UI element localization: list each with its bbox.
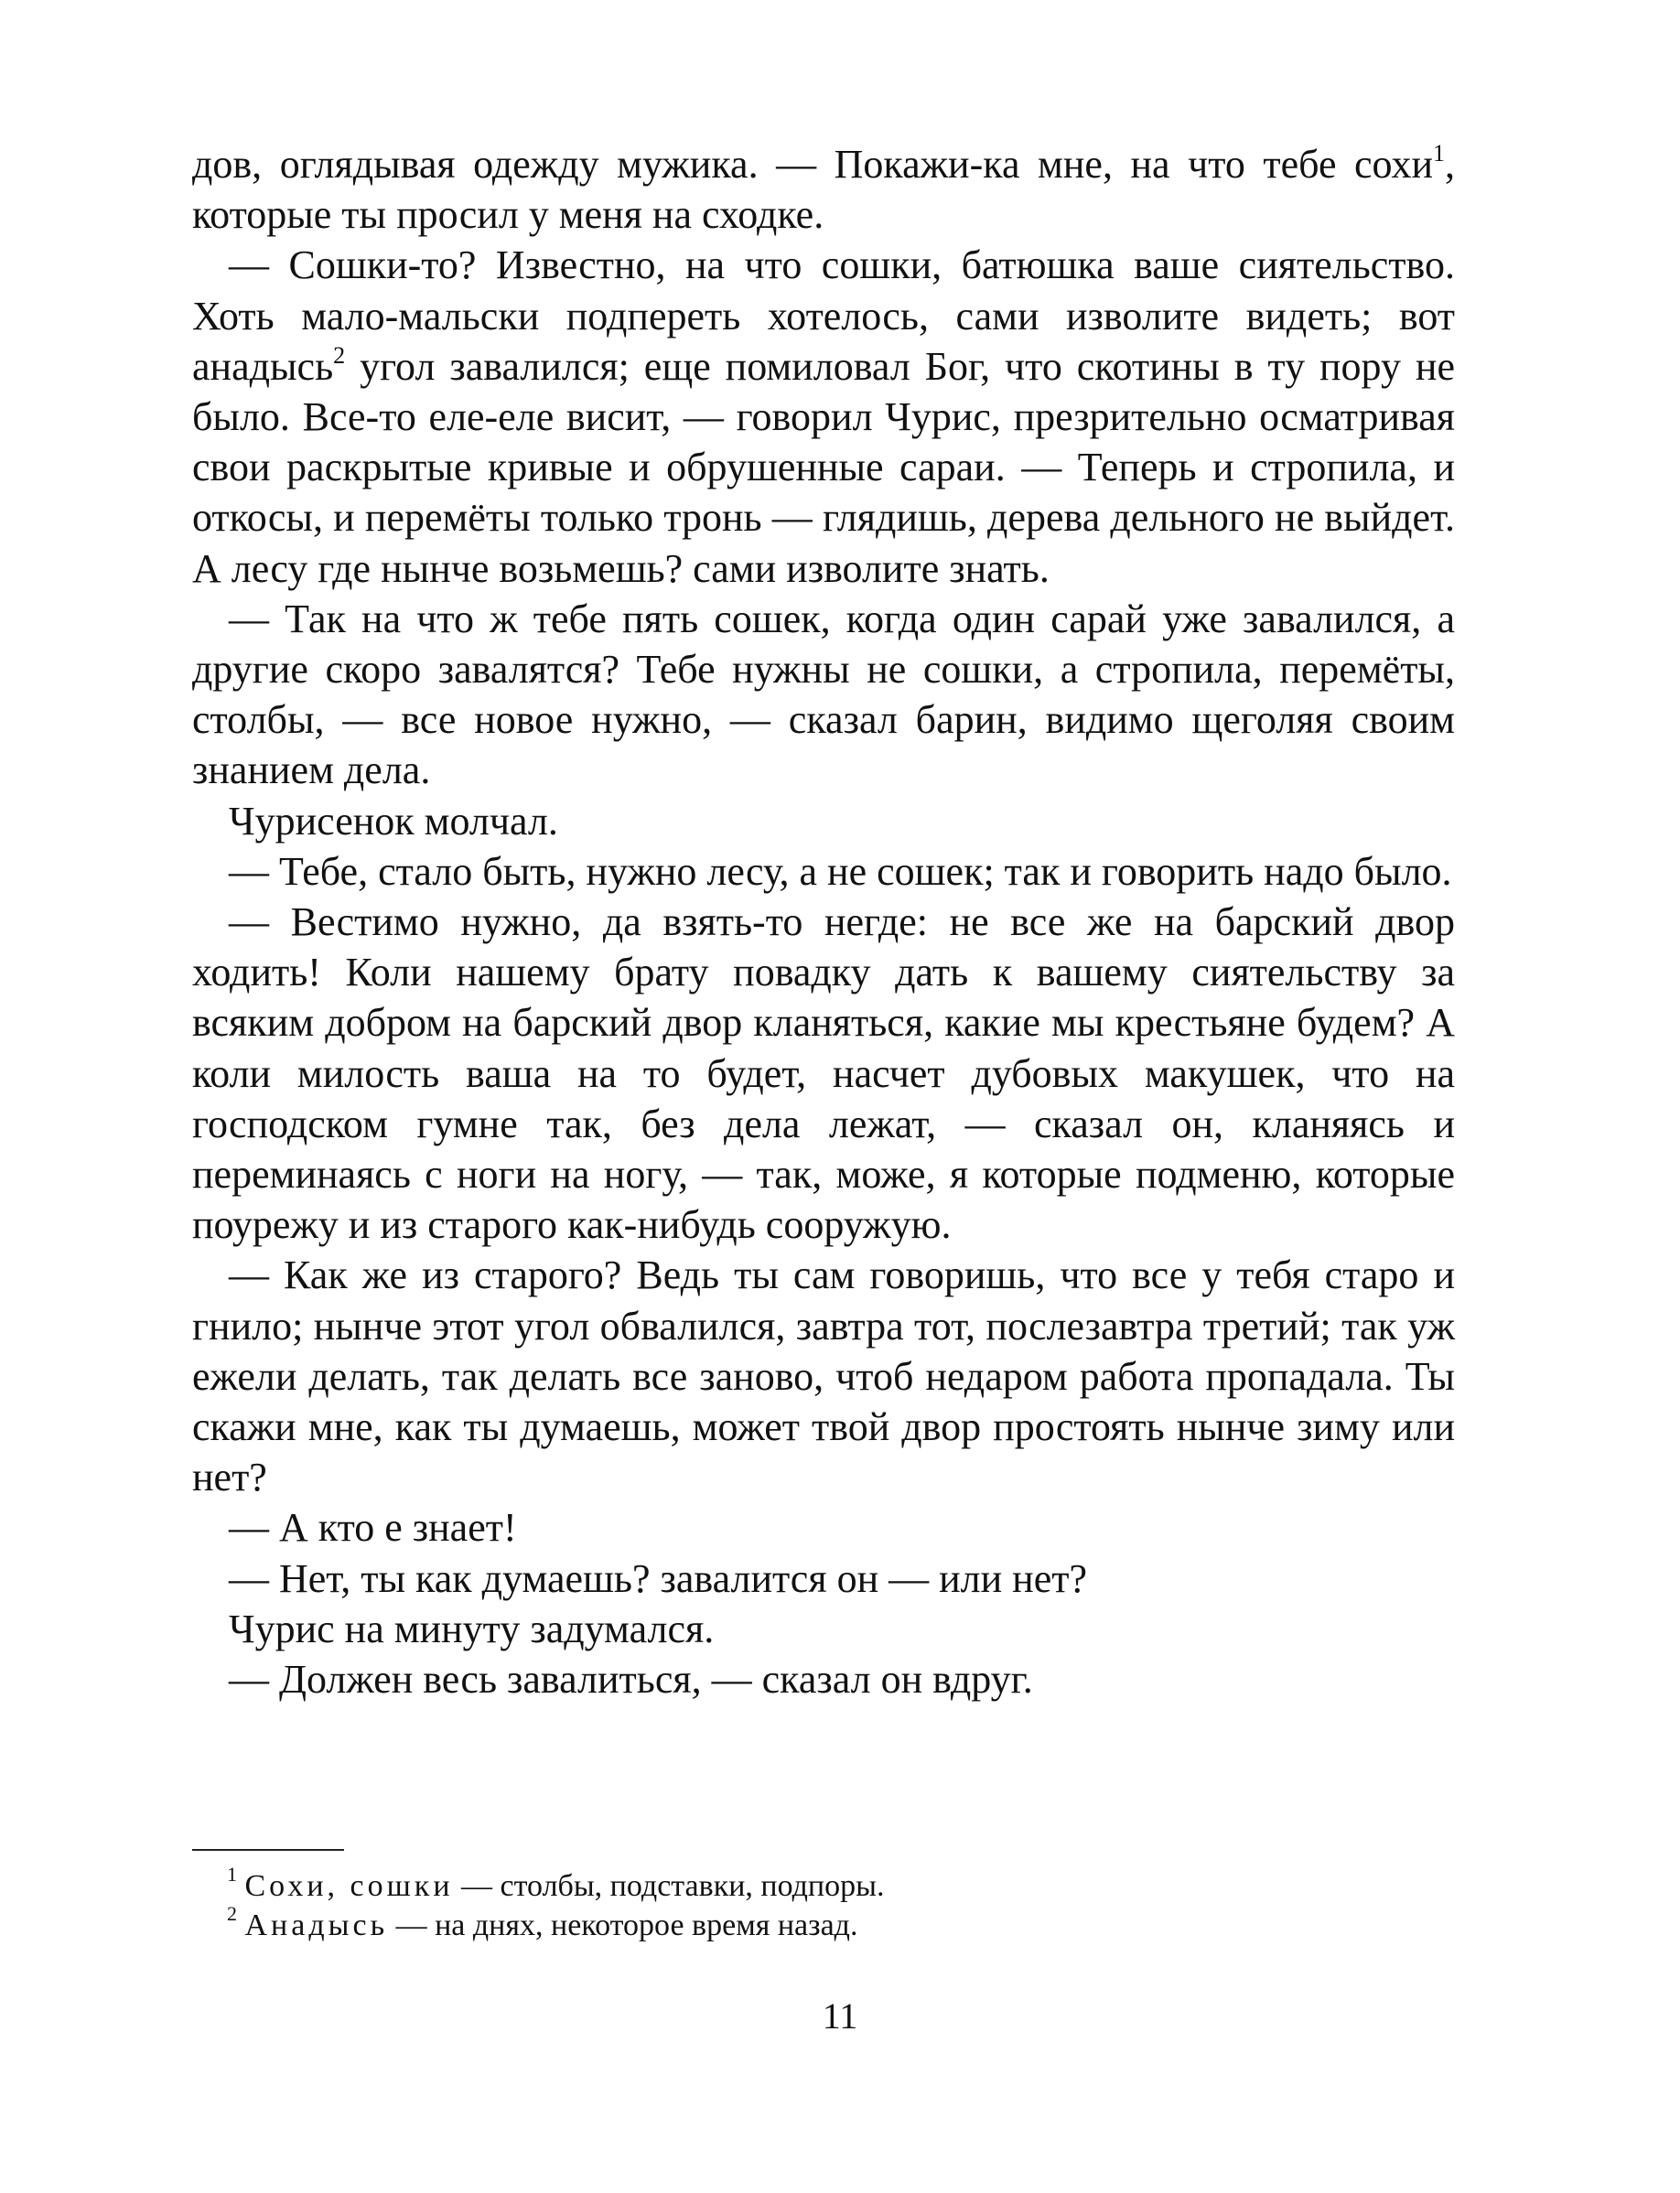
footnote-definition: — на днях, некоторое время назад. — [388, 1908, 858, 1942]
paragraph-text: дов, оглядывая одежду мужика. — Покажи-ка мне, на что тебе сохи — [192, 142, 1433, 187]
footnote-divider — [192, 1849, 344, 1851]
footnote-ref-1: 1 — [1433, 140, 1445, 167]
paragraph-3: — Так на что ж тебе пять сошек, когда один сарай уже завалился, а другие скоро завалятся? Тебе нужны не сошки, а стропила, перемёты, столбы, — все новое нужно, — сказал барин, видимо щеголяя своим знанием дела. — [192, 596, 1455, 793]
page-number: 11 — [822, 1995, 858, 2037]
footnote-definition: — столбы, подставки, подпоры. — [453, 1869, 885, 1903]
paragraph-9: — Нет, ты как думаешь? завалится он — или нет? — [229, 1555, 1088, 1601]
paragraph-8: — А кто е знает! — [229, 1505, 517, 1551]
paragraph-1 — [192, 139, 1455, 240]
paragraph-5: — Тебе, стало быть, нужно лесу, а не сошек; так и говорить надо было. — [229, 848, 1452, 894]
paragraph-2 — [192, 240, 1455, 593]
paragraph-11: — Должен весь завалиться, — сказал он вдруг. — [229, 1657, 1033, 1703]
footnote-number: 1 — [227, 1862, 237, 1886]
paragraph-text: угол завалился; еще помиловал Бог, что скотины в ту пору не было. Все-то еле-еле висит, — говорил Чурис, презрительно осматривая свои раскрытые кривые и обрушенные сараи. — Теперь и стропила, и откосы, и перемёты только тронь — глядишь, дерева дельного не выйдет. А лесу где нынче возьмешь? сами изволите знать. — [192, 343, 1455, 591]
footnote-ref-2: 2 — [333, 342, 346, 370]
footnote-2 — [192, 1901, 1455, 1945]
main-text — [192, 139, 1455, 1704]
footnote-1 — [192, 1862, 1455, 1906]
paragraph-7: — Как же из старого? Ведь ты сам говоришь, что все у тебя старо и гнило; нынче этот угол обвалился, завтра тот, послезавтра третий; так уж ежели делать, так делать все заново, чтоб недаром работа пропадала. Ты скажи мне, как ты думаешь, может твой двор простоять нынче зиму или нет? — [192, 1252, 1455, 1500]
footnote-term: Сохи, сошки — [244, 1869, 454, 1903]
footnote-number: 2 — [227, 1901, 237, 1925]
paragraph-6: — Вестимо нужно, да взять-то негде: не все же на барский двор ходить! Коли нашему брату повадку дать к вашему сиятельству за всяким добром на барский двор кланяться, какие мы крестьяне будем? А коли милость ваша на то будет, насчет дубовых макушек, что на господском гумне так, без дела лежат, — сказал он, кланяясь и переминаясь с ноги на ногу, — так, може, я которые подменю, которые поурежу и из старого как-нибудь сооружую. — [192, 899, 1455, 1248]
paragraph-text: — Сошки-то? Известно, на что сошки, батюшка ваше сиятельство. Хоть мало-мальски подпереть хотелось, сами изволите видеть; вот анадысь — [192, 242, 1455, 389]
paragraph-10: Чурис на минуту задумался. — [229, 1606, 715, 1651]
footnote-term: Анадысь — [244, 1908, 389, 1942]
paragraph-text: , которые ты просил у меня на сходке. — [192, 142, 1455, 238]
footnotes — [192, 1862, 1455, 1945]
paragraph-4: Чурисенок молчал. — [229, 798, 558, 844]
